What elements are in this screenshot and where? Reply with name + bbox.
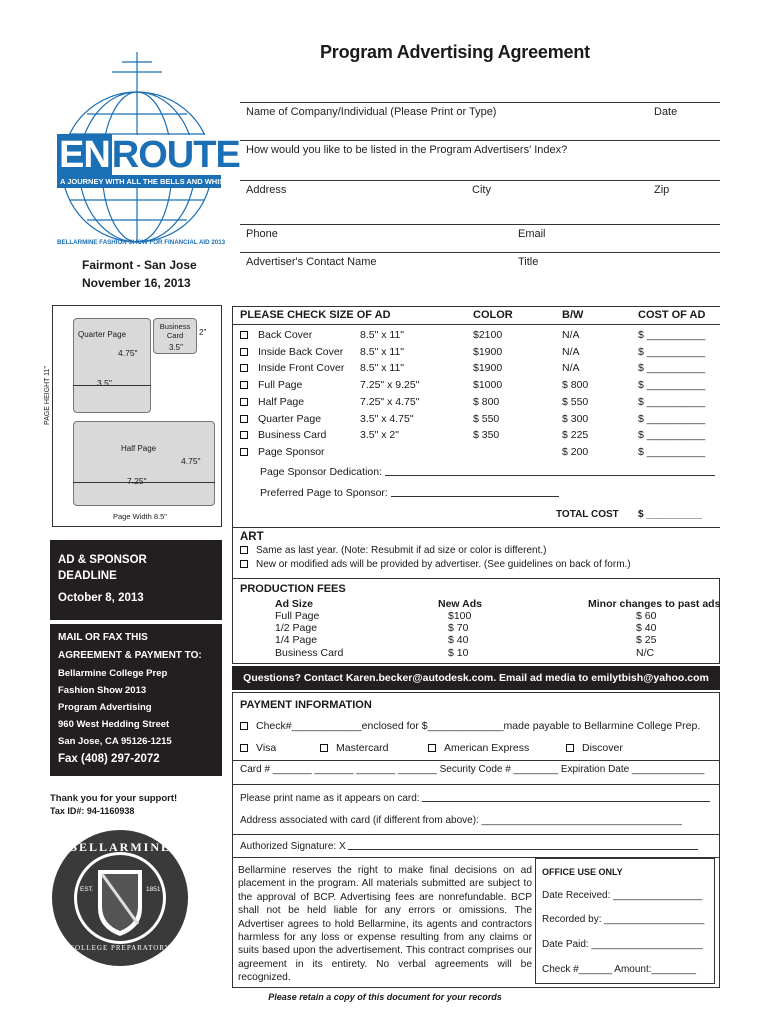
ad-size-name: Inside Back Cover (258, 345, 344, 358)
event-date: November 16, 2013 (82, 276, 191, 290)
checkbox[interactable] (240, 431, 248, 439)
preferred-label: Preferred Page to Sponsor: (260, 487, 388, 499)
ad-color-price: $1900 (473, 345, 503, 358)
ad-size-dimensions: 8.5" x 11" (360, 362, 405, 375)
mail-line: San Jose, CA 95126-1215 (58, 736, 172, 747)
checkbox[interactable] (240, 722, 248, 730)
payment-heading: PAYMENT INFORMATION (240, 699, 372, 711)
ad-size-row[interactable] (240, 379, 710, 395)
date-paid-field[interactable]: Date Paid: ____________________ (542, 939, 703, 950)
ad-size-row[interactable] (240, 396, 710, 412)
ad-cost-field[interactable]: $ __________ (638, 362, 706, 375)
checkbox[interactable] (240, 415, 248, 423)
mail-box (50, 624, 222, 776)
seal-year: 1851 (146, 886, 161, 893)
preferred-field[interactable] (260, 487, 559, 499)
ad-size-name: Full Page (258, 379, 303, 392)
fee-new: $ 40 (448, 634, 469, 647)
ad-size-row[interactable] (240, 362, 710, 378)
art-option-same-label: Same as last year. (Note: Resubmit if ad size or color is different.) (256, 545, 547, 556)
fee-new: $100 (448, 610, 472, 622)
ad-size-dimensions: 3.5" x 4.75" (360, 412, 414, 425)
zip-field-label[interactable]: Zip (654, 184, 670, 196)
mastercard-label: Mastercard (336, 742, 389, 754)
fee-minor: $ 40 (636, 622, 657, 635)
card-number-field[interactable]: Card # _______ _______ _______ _______ Security Code # ________ Expiration Date _____________ (240, 764, 705, 775)
discover-label: Discover (582, 742, 623, 754)
half-width-label: 7.25" (127, 476, 147, 486)
recorded-by-field[interactable]: Recorded by: __________________ (542, 914, 705, 925)
seal-top-text: BELLARMINE (68, 840, 171, 854)
event-location: Fairmont - San Jose (82, 258, 197, 272)
checkbox[interactable] (240, 546, 248, 554)
art-heading: ART (240, 531, 264, 543)
ad-size-name: Business Card (258, 429, 327, 442)
contact-title-label[interactable]: Title (518, 256, 539, 268)
bellarmine-seal (50, 828, 190, 968)
ad-size-name: Inside Front Cover (258, 362, 345, 375)
signature-label: Authorized Signature: X (240, 841, 346, 852)
fees-heading: PRODUCTION FEES (240, 583, 346, 595)
deadline-heading: AD & SPONSOR DEADLINE (58, 554, 147, 582)
seal-est: EST. (80, 886, 94, 893)
ad-size-name: Page Sponsor (258, 445, 325, 458)
checkbox[interactable] (240, 331, 248, 339)
business-width-label: 3.5" (169, 343, 183, 352)
deadline-date: October 8, 2013 (58, 592, 144, 604)
tax-id: Tax ID#: 94-1160938 (50, 806, 135, 816)
ad-cost-field[interactable]: $ __________ (638, 429, 706, 442)
page-height-label: PAGE HEIGHT 11" (43, 366, 51, 425)
dedication-field[interactable] (260, 466, 715, 478)
ad-cost-field[interactable]: $ __________ (638, 412, 706, 425)
logo-tagline: A JOURNEY WITH ALL THE BELLS AND WHISTLES (57, 175, 221, 188)
ad-size-dimensions: 8.5" x 11" (360, 345, 405, 358)
fee-size: Business Card (275, 646, 344, 659)
art-option-new[interactable] (240, 559, 631, 570)
header-cost: COST OF AD (638, 309, 706, 321)
questions-bar: Questions? Contact Karen.becker@autodesk.com. Email ad media to emilytbish@yahoo.com (232, 666, 720, 690)
visa-label: Visa (256, 742, 277, 754)
city-field-label[interactable]: City (472, 184, 491, 196)
checkbox[interactable] (240, 348, 248, 356)
mail-line: Program Advertising (58, 702, 152, 713)
business-height-label: 2" (199, 328, 207, 337)
check-option-label: Check#____________enclosed for $_____________made payable to Bellarmine College Prep. (256, 720, 701, 732)
checkbox[interactable] (240, 381, 248, 389)
page-size-diagram (52, 305, 222, 527)
check-amount-field[interactable]: Check #______ Amount:________ (542, 964, 697, 975)
checkbox[interactable] (240, 398, 248, 406)
ad-cost-field[interactable]: $ __________ (638, 395, 706, 408)
ad-color-price: $ 550 (473, 412, 500, 425)
ad-bw-price: $ 300 (562, 412, 589, 425)
check-option[interactable] (240, 720, 700, 732)
ad-color-price: $2100 (473, 329, 503, 341)
fee-size: Full Page (275, 610, 320, 622)
mail-heading-2: AGREEMENT & PAYMENT TO: (58, 650, 202, 661)
checkbox[interactable] (566, 744, 574, 752)
mail-line: Bellarmine College Prep (58, 668, 168, 679)
ad-size-row[interactable] (240, 346, 710, 362)
print-name-field[interactable] (240, 792, 710, 804)
ad-bw-price: $ 800 (562, 379, 589, 392)
logo-banner (57, 134, 244, 190)
discover-option[interactable] (566, 742, 623, 754)
ad-color-price: $ 350 (473, 429, 500, 442)
logo-en: EN (59, 134, 110, 176)
fee-new: $ 70 (448, 622, 469, 635)
fee-size: 1/4 Page (275, 634, 318, 647)
ad-size-name: Quarter Page (258, 412, 322, 425)
ad-color-price: $1000 (473, 379, 503, 392)
fees-col-minor: Minor changes to past ads (588, 598, 721, 610)
checkbox[interactable] (320, 744, 328, 752)
mail-heading-1: MAIL OR FAX THIS (58, 632, 148, 643)
ad-cost-field[interactable]: $ __________ (638, 345, 706, 358)
checkbox[interactable] (428, 744, 436, 752)
fee-size: 1/2 Page (275, 622, 318, 635)
art-option-new-label: New or modified ads will be provided by advertiser. (See guidelines on back of form.) (256, 559, 631, 570)
half-height-label: 4.75" (181, 456, 201, 466)
fax-number: Fax (408) 297-2072 (58, 753, 160, 765)
checkbox[interactable] (240, 364, 248, 372)
fee-new: $ 10 (448, 646, 469, 659)
checkbox[interactable] (240, 448, 248, 456)
ad-bw-price: N/A (562, 329, 580, 341)
total-cost-value[interactable]: $ __________ (638, 509, 702, 520)
thanks-text: Thank you for your support! (50, 793, 178, 804)
fee-minor: $ 60 (636, 610, 657, 622)
seal-bottom-text: COLLEGE PREPARATORY (69, 944, 171, 952)
visa-option[interactable] (240, 742, 276, 754)
ad-bw-price: N/A (562, 345, 580, 358)
dedication-label: Page Sponsor Dedication: (260, 466, 382, 478)
mail-line: 960 West Hedding Street (58, 719, 170, 730)
email-field-label[interactable]: Email (518, 228, 546, 240)
checkbox[interactable] (240, 560, 248, 568)
logo-subline: BELLARMINE FASHION SHOW FOR FINANCIAL AID 2013 (57, 239, 226, 246)
ad-size-row[interactable] (240, 446, 710, 462)
art-option-same[interactable] (240, 545, 547, 556)
ad-color-price: $ 800 (473, 395, 500, 408)
ad-size-dimensions: 7.25" x 4.75" (360, 395, 420, 408)
mail-line: Fashion Show 2013 (58, 685, 147, 696)
ad-size-row[interactable] (240, 429, 710, 445)
ad-bw-price: N/A (562, 362, 580, 375)
ad-size-dimensions: 8.5" x 11" (360, 329, 405, 341)
fee-minor: $ 25 (636, 634, 657, 647)
ad-size-row[interactable] (240, 329, 710, 345)
date-received-field[interactable]: Date Received: ________________ (542, 890, 703, 901)
print-name-label: Please print name as it appears on card: (240, 793, 420, 804)
phone-field-label[interactable]: Phone (246, 228, 278, 240)
ad-size-dimensions: 3.5" x 2" (360, 429, 399, 442)
quarter-page-label: Quarter Page (78, 330, 127, 339)
card-address-field[interactable]: Address associated with card (if different from above): ____________________________________ (240, 815, 682, 826)
deadline-box (50, 540, 222, 620)
mastercard-option[interactable] (320, 742, 389, 754)
header-bw: B/W (562, 309, 584, 321)
fees-col-size: Ad Size (275, 598, 313, 610)
ad-cost-field[interactable]: $ __________ (638, 379, 706, 392)
ad-cost-field[interactable]: $ __________ (638, 445, 706, 458)
contact-field-label[interactable]: Advertiser's Contact Name (246, 256, 377, 268)
listing-field-label[interactable]: How would you like to be listed in the Program Advertisers' Index? (246, 144, 568, 156)
amex-label: American Express (444, 742, 530, 754)
quarter-width-label: 3.5" (97, 378, 112, 388)
terms-text: Bellarmine reserves the right to make final decisions on ad placement in the program. All materials submitted are subject to the approval of BCP. Advertising fees are nonrefundable. BCP shall not be held liable for any errors or omissions. The Advertiser agrees to hold Bellarmine, its agents and contractors harmless for any loss or expense resulting from any claims or suits based upon the advertisement. This contract comprises our agreement in its entirety. No verbal agreements will be recognized. (238, 865, 532, 984)
ad-bw-price: $ 225 (562, 429, 589, 442)
ad-size-row[interactable] (240, 413, 710, 429)
header-color: COLOR (473, 309, 513, 321)
ad-cost-field[interactable]: $ __________ (638, 329, 706, 341)
ad-size-name: Back Cover (258, 329, 313, 341)
signature-field[interactable] (240, 840, 698, 852)
business-card-label: Business Card (159, 322, 191, 340)
office-heading: OFFICE USE ONLY (542, 867, 623, 877)
footer-note: Please retain a copy of this document for your records (268, 992, 502, 1002)
half-page-label: Half Page (121, 444, 157, 453)
fee-minor: N/C (636, 646, 655, 659)
amex-option[interactable] (428, 742, 529, 754)
quarter-height-label: 4.75" (118, 348, 138, 358)
address-field-label[interactable]: Address (246, 184, 287, 196)
fees-col-new: New Ads (438, 598, 482, 610)
ad-color-price: $1900 (473, 362, 503, 375)
checkbox[interactable] (240, 744, 248, 752)
ad-size-name: Half Page (258, 395, 305, 408)
name-field-label[interactable]: Name of Company/Individual (Please Print or Type) (246, 106, 497, 118)
ad-bw-price: $ 550 (562, 395, 589, 408)
page-title: Program Advertising Agreement (320, 42, 590, 62)
date-field-label[interactable]: Date (654, 106, 678, 118)
header-size: PLEASE CHECK SIZE OF AD (240, 309, 391, 321)
logo-route: ROUTE (111, 134, 240, 176)
total-cost-label: TOTAL COST (556, 509, 619, 520)
page-width-label: Page Width 8.5" (113, 512, 167, 521)
ad-size-dimensions: 7.25" x 9.25" (360, 379, 420, 392)
ad-bw-price: $ 200 (562, 445, 589, 458)
